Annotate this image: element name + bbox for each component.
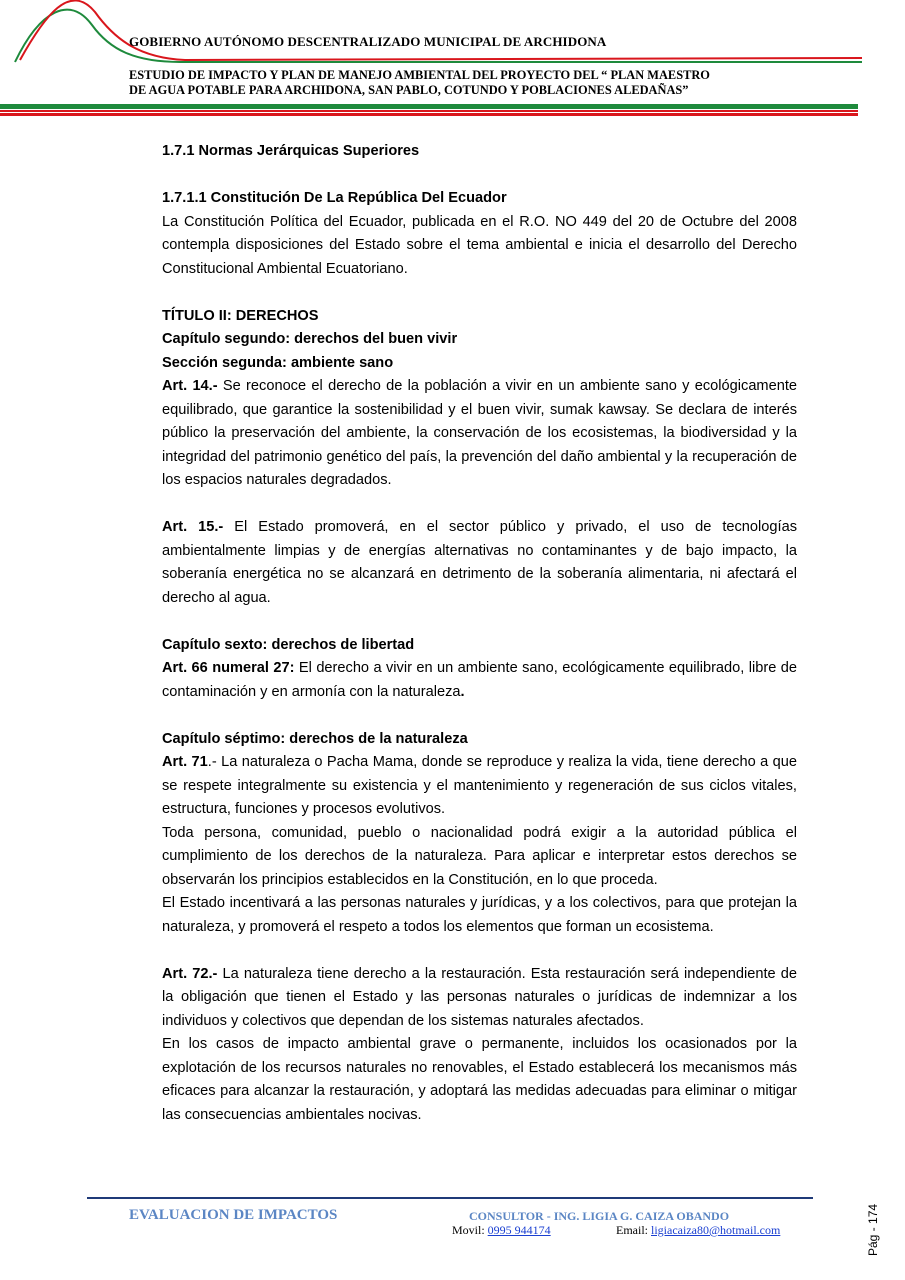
page-number: Pág - 174 xyxy=(866,1203,880,1256)
intro-paragraph: La Constitución Política del Ecuador, publicada en el R.O. NO 449 del 20 de Octubre del 2008 contempla disposiciones del Estado sobre el tema ambiental e inicia el desarrollo del Derecho Constitucional Ambiental Ecuatoriano. xyxy=(162,213,797,277)
article-72-label: Art. 72.- xyxy=(162,965,218,982)
article-72 xyxy=(162,963,797,1034)
article-66-text: El derecho a vivir en un ambiente sano, ecológicamente equilibrado, libre de contaminación y en armonía con la naturaleza xyxy=(162,660,797,700)
article-14 xyxy=(162,375,797,493)
footer-section-name: EVALUACION DE IMPACTOS xyxy=(129,1207,338,1223)
article-71 xyxy=(162,751,797,822)
article-14-text: Se reconoce el derecho de la población a vivir en un ambiente sano y ecológicamente equilibrado, que garantice la sostenibilidad y el buen vivir, sumak kawsay. Se declara de interés público la preservación del ambiente, la conservación de los ecosistemas, la biodiversidad y la integridad del patrimonio genético del país, la prevención del daño ambiental y la recuperación de los espacios naturales degradados. xyxy=(162,378,797,488)
section-heading-2: Sección segunda: ambiente sano xyxy=(162,354,394,371)
article-71-paragraph-3: El Estado incentivará a las personas naturales y jurídicas, y a los colectivos, para que protejan la naturaleza, y promoverá el respeto a todos los elementos que forman un ecosistema. xyxy=(162,895,797,935)
article-15-text: El Estado promoverá, en el sector público y privado, el uso de tecnologías ambientalmente limpias y de energías alternativas no contaminantes y de bajo impacto, la soberanía energética no se alcanzará en detrimento de la soberanía alimentaria, ni afectará el derecho al agua. xyxy=(162,519,797,606)
article-72-text: La naturaleza tiene derecho a la restauración. Esta restauración será independiente de la obligación que tienen el Estado y las personas naturales o jurídicas de indemnizar a los individuos y colectivos que dependan de los sistemas naturales afectados. xyxy=(162,965,797,1029)
movil-link[interactable]: 0995 944174 xyxy=(487,1223,551,1237)
header-color-band xyxy=(0,104,905,118)
subsection-heading: 1.7.1.1 Constitución De La República Del Ecuador xyxy=(162,190,507,206)
email-label: Email: xyxy=(616,1223,651,1237)
project-title xyxy=(129,68,829,98)
chapter-heading-2: Capítulo segundo: derechos del buen vivir xyxy=(162,331,458,347)
footer-divider xyxy=(87,1197,813,1199)
article-71-label: Art. 71 xyxy=(162,754,208,770)
email-link[interactable]: ligiacaiza80@hotmail.com xyxy=(651,1223,781,1237)
section-heading: 1.7.1 Normas Jerárquicas Superiores xyxy=(162,143,420,159)
article-66 xyxy=(162,657,797,704)
article-15-label: Art. 15.- xyxy=(162,519,224,535)
article-15 xyxy=(162,516,797,610)
organization-name: GOBIERNO AUTÓNOMO DESCENTRALIZADO MUNICIPAL DE ARCHIDONA xyxy=(129,34,607,49)
article-66-label: Art. 66 numeral 27: xyxy=(162,660,295,676)
footer-contact xyxy=(452,1223,792,1238)
article-66-end: . xyxy=(460,683,465,700)
project-title-line1: ESTUDIO DE IMPACTO Y PLAN DE MANEJO AMBIENTAL DEL PROYECTO DEL “ PLAN MAESTRO xyxy=(129,68,710,82)
title-heading: TÍTULO II: DERECHOS xyxy=(162,307,319,324)
article-71-paragraph-2: Toda persona, comunidad, pueblo o nacionalidad podrá exigir a la autoridad pública el cumplimiento de los derechos de la naturaleza. Para aplicar e interpretar estos derechos se observarán los principios establecidos en la Constitución, en lo que proceda. xyxy=(162,824,797,888)
article-72-paragraph-2: En los casos de impacto ambiental grave o permanente, incluidos los ocasionados por la explotación de los recursos naturales no renovables, el Estado establecerá los mecanismos más eficaces para alcanzar la restauración, y adoptará las medidas adecuadas para eliminar o mitigar las consecuencias ambientales nocivas. xyxy=(162,1036,797,1123)
movil-label: Movil: xyxy=(452,1223,488,1237)
chapter-heading-7: Capítulo séptimo: derechos de la naturaleza xyxy=(162,730,468,747)
email-block xyxy=(616,1223,780,1238)
chapter-heading-6: Capítulo sexto: derechos de libertad xyxy=(162,636,415,653)
article-14-label: Art. 14.- xyxy=(162,378,218,394)
article-71-text: .- La naturaleza o Pacha Mama, donde se reproduce y realiza la vida, tiene derecho a que se respete integralmente su existencia y el mantenimiento y regeneración de sus ciclos vitales, estructura, funciones y procesos evolutivos. xyxy=(162,754,797,817)
project-title-line2: DE AGUA POTABLE PARA ARCHIDONA, SAN PABLO, COTUNDO Y POBLACIONES ALEDAÑAS” xyxy=(129,83,689,97)
document-body xyxy=(162,140,797,1127)
footer-consultor: CONSULTOR - ING. LIGIA G. CAIZA OBANDO xyxy=(469,1209,730,1223)
